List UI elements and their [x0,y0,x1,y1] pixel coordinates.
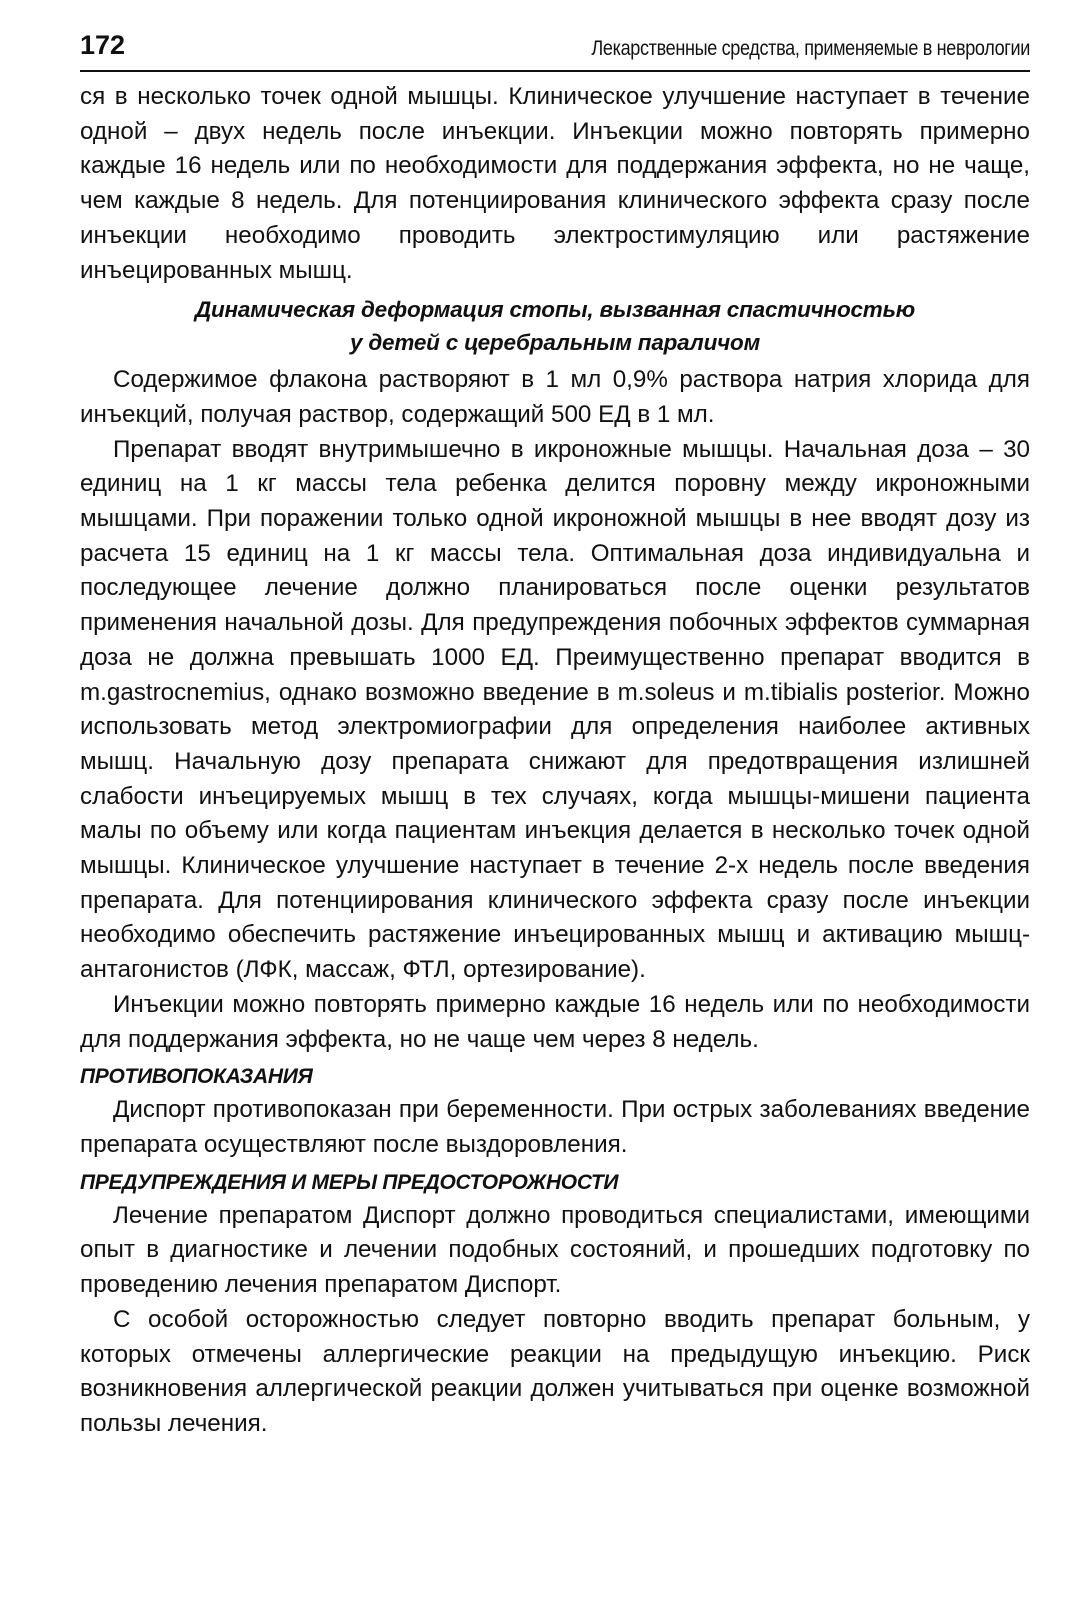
paragraph-dosing: Препарат вводят внутримышечно в икроножные мышцы. Начальная доза – 30 единиц на 1 кг массы тела ребенка делится поровну между икроножными мышцами. При поражении только одной икроножной мышцы в нее вводят дозу из расчета 15 единиц на 1 кг массы тела. Оптимальная доза индивидуальна и последующее лечение должно планироваться после оценки результатов применения начальной дозы. Для предупреждения побочных эффектов суммарная доза не должна превышать 1000 ЕД. Преимущественно препарат вводится в m.gastrocnemius, однако возможно введение в m.soleus и m.tibialis posterior. Можно использовать метод электромиографии для определения наиболее активных мышц. Начальную дозу препарата снижают для предотвращения излишней слабости инъецируемых мышц в тех случаях, когда мышцы-мишени пациента малы по объему или когда пациентам инъекция делается в несколько точек одной мышцы. Клиническое улучшение наступает в течение 2-х недель после введения препарата. Для потенциирования клинического эффекта сразу после инъекции необходимо обеспечить растяжение инъецированных мышц и активацию мышц-антагонистов (ЛФК, массаж, ФТЛ, ортезирование). [80,435,1030,984]
paragraph-repeat-injections: Инъекции можно повторять примерно каждые 16 недель или по необходимости для поддержания эффекта, но не чаще чем через 8 недель. [80,990,1030,1053]
subsection-heading-line-1: Динамическая деформация стопы, вызванная спастичностью [194,297,916,323]
book-page [80,28,1030,1442]
running-header [80,28,1030,72]
paragraph-allergy-caution: С особой осторожностью следует повторно вводить препарат больным, у которых отмечены аллергические реакции на предыдущую инъекцию. Риск возникновения аллергической реакции должен учитываться при оценке возможной пользы лечения. [80,1305,1030,1437]
paragraph-dilution: Содержимое флакона растворяют в 1 мл 0,9% раствора натрия хлорида для инъекций, получая раствор, содержащий 500 ЕД в 1 мл. [80,366,1030,428]
subsection-heading [80,293,1030,359]
page-number: 172 [80,30,126,60]
contraindications-heading: ПРОТИВОПОКАЗАНИЯ [80,1065,313,1089]
body-text [80,80,1030,1442]
paragraph-contraindications: Диспорт противопоказан при беременности. При острых заболеваниях введение препарата осуществляют после выздоровления. [80,1096,1030,1158]
paragraph-specialists: Лечение препаратом Диспорт должно проводиться специалистами, имеющими опыт в диагностике и лечении подобных состояний, и прошедших подготовку по проведению лечения препаратом Диспорт. [80,1201,1030,1299]
running-title: Лекарственные средства, применяемые в неврологии [591,37,1030,60]
subsection-heading-line-2: у детей с церебральным параличом [349,330,761,356]
paragraph-continuation: ся в несколько точек одной мышцы. Клиническое улучшение наступает в течение одной – двух недель после инъекции. Инъекции можно повторять примерно каждые 16 недель или по необходимости для поддержания эффекта, но не чаще, чем каждые 8 недель. Для потенциирования клинического эффекта сразу после инъекции необходимо проводить электростимуляцию или растяжение инъецированных мышц. [80,83,1030,284]
warnings-heading: ПРЕДУПРЕЖДЕНИЯ И МЕРЫ ПРЕДОСТОРОЖНОСТИ [80,1170,619,1194]
